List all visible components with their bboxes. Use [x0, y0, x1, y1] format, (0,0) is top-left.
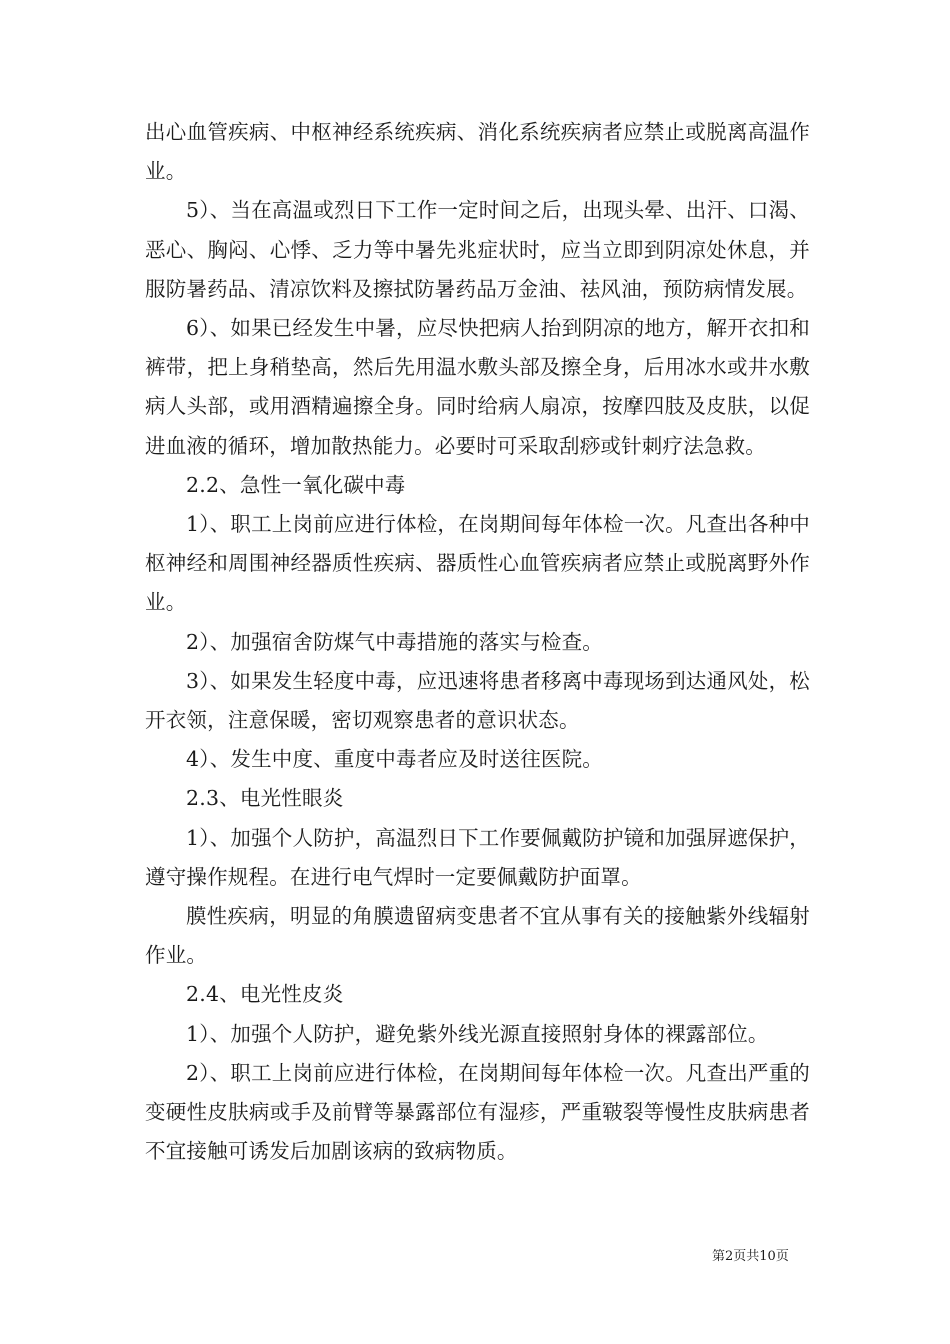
section-heading-2-2: 2.2、急性一氧化碳中毒 [186, 472, 406, 497]
document-body [145, 113, 810, 1171]
paragraph-8: 4）、发生中度、重度中毒者应及时送往医院。 [186, 747, 603, 772]
section-heading-2-4: 2.4、电光性皮炎 [186, 982, 344, 1007]
paragraph-7: 3）、如果发生轻度中毒，应迅速将患者移离中毒现场到达通风处，松开衣领，注意保暖，密切观察患者的意识状态。 [145, 668, 810, 733]
paragraph-11: 膜性疾病，明显的角膜遗留病变患者不宜从事有关的接触紫外线辐射作业。 [145, 904, 810, 968]
paragraph-1: 出心血管疾病、中枢神经系统疾病、消化系统疾病者应禁止或脱离高温作业。 [145, 120, 810, 184]
paragraph-2: 5）、当在高温或烈日下工作一定时间之后，出现头晕、出汗、口渴、恶心、胸闷、心悸、乏力等中暑先兆症状时，应当立即到阴凉处休息，并服防暑药品、清凉饮料及擦拭防暑药品万金油、祛风油，预防病情发展。 [145, 198, 810, 301]
paragraph-6: 2）、加强宿舍防煤气中毒措施的落实与检查。 [186, 629, 603, 654]
paragraph-3: 6）、如果已经发生中暑，应尽快把病人抬到阴凉的地方，解开衣扣和裤带，把上身稍垫高，然后先用温水敷头部及擦全身，后用冰水或井水敷病人头部，或用酒精遍擦全身。同时给病人扇凉，按摩四肢及皮肤，以促进血液的循环，增加散热能力。必要时可采取刮痧或针刺疗法急救。 [145, 316, 810, 458]
paragraph-14: 2）、职工上岗前应进行体检，在岗期间每年体检一次。凡查出严重的变硬性皮肤病或手及前臂等暴露部位有湿疹，严重皲裂等慢性皮肤病患者不宜接触可诱发后加剧该病的致病物质。 [145, 1060, 810, 1164]
paragraph-5: 1）、职工上岗前应进行体检，在岗期间每年体检一次。凡查出各种中枢神经和周围神经器质性疾病、器质性心血管疾病者应禁止或脱离野外作业。 [145, 512, 810, 615]
paragraph-10: 1）、加强个人防护，高温烈日下工作要佩戴防护镜和加强屏遮保护，遵守操作规程。在进行电气焊时一定要佩戴防护面罩。 [145, 825, 810, 889]
paragraph-13: 1）、加强个人防护，避免紫外线光源直接照射身体的裸露部位。 [186, 1021, 769, 1046]
section-heading-2-3: 2.3、电光性眼炎 [186, 786, 344, 811]
page-number-footer: 第2页共10页 [712, 1249, 789, 1264]
